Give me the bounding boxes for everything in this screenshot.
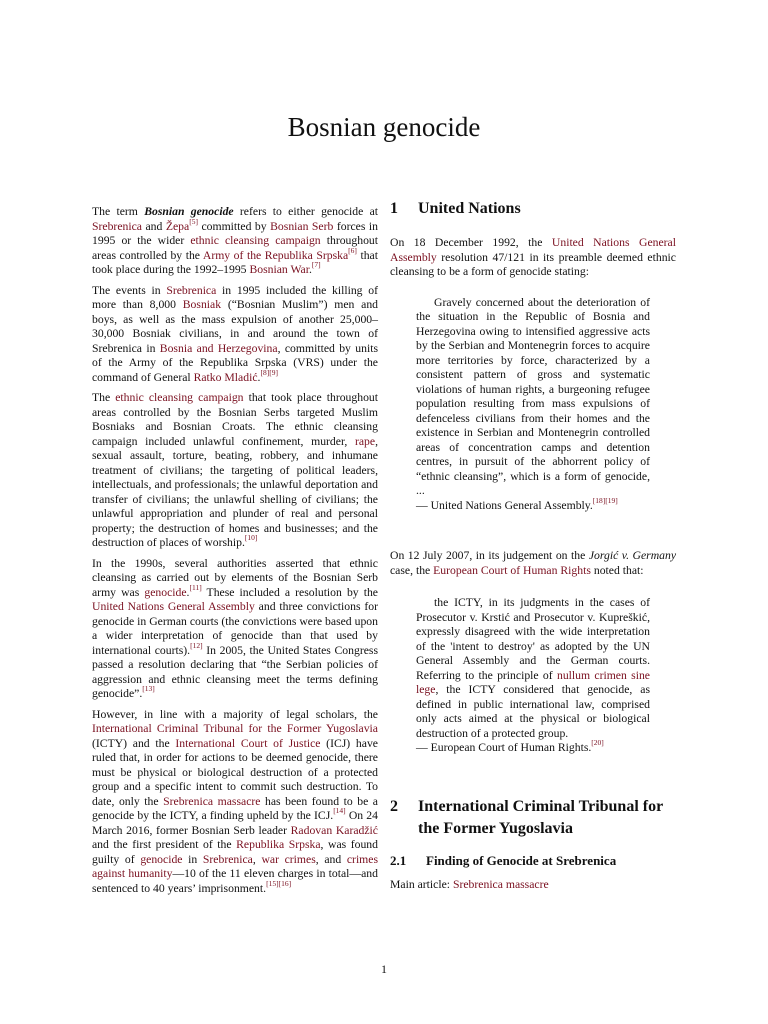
left-column — [92, 205, 378, 902]
link-srebrenica-massacre[interactable]: Srebrenica massacre — [452, 878, 549, 891]
quote-text — [416, 596, 650, 741]
text: (“Bosnian Muslim”) men and boys, as well as the mass expulsion of another 25,000–30,000 Bosniak civilians, in and around the town of Srebrenica in — [92, 298, 379, 355]
link-ethnic-cleansing-campaign[interactable]: ethnic cleansing campaign — [190, 234, 321, 247]
intro-paragraph — [92, 205, 378, 278]
subsection-number: 2.1 — [390, 852, 407, 868]
link-army-republika-srpska[interactable]: Army of the Republika Srpska — [202, 248, 349, 262]
text: the ICTY, in its judgments in the cases of Prosecutor v. Krstić and Prosecutor v. Kupreškić, expressly disagreed with the wide interpretation of the 'intent to destroy' as adopted by the UN General Assembly and the German courts. Referring to the principle of — [416, 596, 650, 682]
section-number: 1 — [390, 200, 398, 217]
quote-attribution — [416, 738, 650, 756]
text: case, the — [390, 563, 434, 577]
link-nullum-crimen[interactable]: nullum crimen sine lege — [416, 668, 650, 696]
section-number: 2 — [390, 797, 398, 815]
text: , was found guilty of — [92, 838, 378, 866]
citation-link[interactable]: [8][9] — [260, 367, 278, 377]
citation-link[interactable]: [18][19] — [592, 495, 618, 505]
link-rape[interactable]: rape — [354, 434, 376, 448]
un-quote — [416, 296, 650, 514]
link-crimes-against-humanity[interactable]: crimes against humanity — [92, 852, 379, 880]
quote-attribution — [416, 495, 650, 514]
link-bosnian-war[interactable]: Bosnian War — [249, 263, 309, 276]
text: — European Court of Human Rights. — [416, 741, 592, 754]
link-un-general-assembly[interactable]: United Nations General Assembly — [92, 600, 255, 613]
text: in — [182, 852, 203, 866]
link-srebrenica[interactable]: Srebrenica — [202, 852, 253, 866]
section-title: United Nations — [418, 200, 521, 217]
text: . — [257, 370, 261, 384]
link-bosnian-serb[interactable]: Bosnian Serb — [270, 219, 334, 233]
text: In 2005, the United States Congress passed a resolution declaring that “the Serbian policies of aggression and ethnic cleansing meet the terms defining genocide”. — [92, 643, 378, 700]
text: In the 1990s, several authorities asserted that ethnic cleansing as carried out by elements of the Bosnian Serb army was — [92, 556, 378, 599]
citation-link[interactable]: [5] — [189, 216, 198, 226]
text: that took place throughout areas controlled by the Bosnian Serbs targeted Muslim Bosniaks and Bosnian Croats. The ethnic cleansing campaign included unlawful confinement, murder, — [92, 391, 379, 448]
right-column — [390, 198, 676, 899]
text: , and — [315, 852, 347, 866]
text: has been found to be a genocide by the ICTY, a finding upheld by the ICJ. — [92, 794, 378, 822]
un-paragraph — [390, 236, 676, 280]
link-srebrenica-massacre[interactable]: Srebrenica massacre — [163, 794, 261, 808]
events-paragraph — [92, 284, 378, 386]
text: , committed by units of the Army of the Republika Srpska (VRS) under the command of General — [92, 341, 379, 384]
citation-link[interactable]: [14] — [333, 806, 346, 816]
citation-link[interactable]: [12] — [190, 640, 203, 650]
link-war-crimes[interactable]: war crimes — [261, 852, 316, 866]
text: and the first president of the — [92, 838, 237, 851]
citation-link[interactable]: [6] — [348, 245, 357, 255]
text: that took place during the 1992–1995 — [92, 248, 378, 276]
authorities-paragraph — [92, 557, 378, 702]
link-srebrenica[interactable]: Srebrenica — [92, 219, 142, 233]
text: forces in 1995 or the wider — [92, 219, 378, 247]
citation-link[interactable]: [15][16] — [266, 878, 292, 888]
main-article-label: Main article: — [390, 878, 453, 891]
subsection-title: Finding of Genocide at Srebrenica — [426, 852, 617, 868]
page-title: Bosnian genocide — [287, 112, 481, 142]
link-echr[interactable]: European Court of Human Rights — [433, 563, 591, 577]
text: noted that: — [590, 563, 644, 577]
text: On 18 December 1992, the — [390, 236, 552, 249]
main-article-note — [390, 878, 676, 893]
link-bosniak[interactable]: Bosniak — [182, 298, 222, 311]
link-radovan-karadzic[interactable]: Radovan Karadžić — [290, 823, 378, 837]
echr-quote — [416, 596, 650, 756]
link-republika-srpska[interactable]: Republika Srpska — [236, 838, 321, 851]
text: . — [309, 263, 312, 276]
text: On 12 July 2007, in its judgement on the — [390, 549, 589, 562]
link-bosnia-herzegovina[interactable]: Bosnia and Herzegovina — [159, 341, 278, 355]
text: and — [141, 219, 166, 233]
subsection-heading-srebrenica — [390, 854, 676, 869]
text: , the ICTY considered that genocide, as defined in public international law, comprised only acts aimed at the physical or biological destruction of a protected group. — [416, 683, 650, 740]
legal-scholars-paragraph — [92, 708, 378, 897]
link-un-general-assembly[interactable]: United Nations General Assembly — [390, 236, 676, 264]
text: in 1995 included the killing of more than 8,000 — [92, 283, 378, 311]
text: throughout areas controlled by the — [92, 234, 379, 262]
text: —10 of the 11 eleven charges in total—and sentenced to 40 years’ imprisonment. — [92, 867, 378, 895]
text: refers to either genocide at — [233, 205, 378, 218]
text: . — [186, 585, 190, 599]
text: committed by — [197, 219, 271, 233]
link-icj[interactable]: International Court of Justice — [175, 736, 321, 750]
case-name: Jorgić v. Germany — [588, 549, 677, 562]
text: — United Nations General Assembly. — [416, 498, 593, 512]
citation-link[interactable]: [11] — [189, 582, 202, 592]
link-srebrenica[interactable]: Srebrenica — [166, 283, 217, 297]
page-number: 1 — [381, 962, 387, 976]
link-icty[interactable]: International Criminal Tribunal for the Former Yugoslavia — [92, 722, 378, 735]
link-genocide[interactable]: genocide — [140, 852, 183, 866]
link-zepa[interactable]: Žepa — [165, 219, 190, 233]
text: , sexual assault, torture, beating, robbery, and inhumane treatment of civilians; the targeting of political leaders, intellectuals, and professionals; the unlawful deportation and transfer of civilians; the unlawful shelling of civilians; the unlawful appropriation and plunder of real and personal property; the destruction of homes and businesses; and the destruction of places of worship. — [92, 434, 378, 549]
text: The — [92, 391, 116, 404]
echr-paragraph — [390, 549, 676, 578]
quote-text: Gravely concerned about the deterioration of the situation in the Republic of Bosnia and Herzegovina owing to intensified aggressive acts by the Serbian and Montenegrin forces to acquire more territories by force, characterized by a consistent pattern of gross and systematic violations of human rights, a burgeoning refugee population resulting from mass expulsions of defenceless civilians from their homes and the existence in Serbian and Montenegrin controlled areas of concentration camps and detention centres, in pursuit of the abhorrent policy of “ethnic cleansing”, which is a form of genocide, ... — [416, 295, 650, 497]
citation-link[interactable]: [13] — [142, 684, 155, 694]
term-bosnian-genocide: Bosnian genocide — [144, 205, 234, 218]
text: The term — [92, 205, 145, 218]
text: However, in line with a majority of legal scholars, the — [92, 707, 378, 721]
text: These included a resolution by the — [201, 585, 378, 599]
link-ethnic-cleansing-campaign[interactable]: ethnic cleansing campaign — [115, 391, 244, 404]
campaign-paragraph — [92, 391, 378, 551]
link-ratko-mladic[interactable]: Ratko Mladić — [193, 370, 258, 384]
text: (ICJ) have ruled that, in order for actions to be deemed genocide, there must be physical or biological destruction of a protected group and a specific intent to commit such destruction. To date, only the — [92, 736, 378, 808]
text: The events in — [92, 283, 167, 297]
text: On 24 March 2016, former Bosnian Serb leader — [92, 809, 378, 837]
citation-link[interactable]: [7] — [311, 260, 321, 270]
text: , — [252, 852, 262, 866]
citation-link[interactable]: [20] — [591, 738, 604, 748]
citation-link[interactable]: [10] — [244, 533, 258, 543]
text: (ICTY) and the — [92, 736, 176, 750]
section-heading-icty — [390, 796, 676, 840]
text: resolution 47/121 in its preamble deemed ethnic cleansing to be a form of genocide stating: — [390, 250, 676, 278]
section-heading-united-nations — [390, 198, 676, 220]
link-genocide[interactable]: genocide — [144, 585, 187, 599]
section-title: International Criminal Tribunal for the Former Yugoslavia — [418, 797, 663, 837]
text: and three convictions for genocide in German courts (the convictions were based upon a wider interpretation of genocide than that used by international courts). — [92, 600, 378, 657]
